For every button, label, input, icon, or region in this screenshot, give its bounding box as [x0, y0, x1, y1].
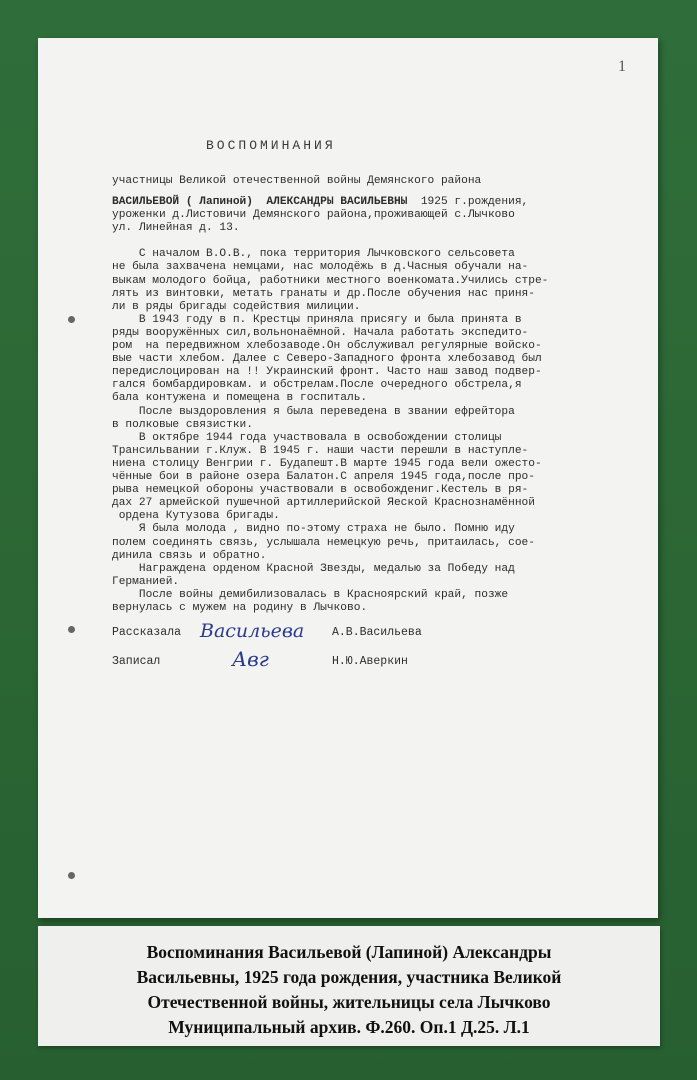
body-line: ул. Линейная д. 13.: [112, 222, 240, 235]
body-line: Германией.: [112, 575, 180, 588]
body-line: вые части хлебом. Далее с Северо-Западного фронта хлебозавод был: [112, 353, 542, 366]
body-line: Награждена орденом Красной Звезды, медалью за Победу над: [112, 562, 515, 575]
name-bold: ВАСИЛЬЕВОЙ ( Лапиной) АЛЕКСАНДРЫ ВАСИЛЬЕВНЫ: [112, 196, 408, 208]
signature-name: А.В.Васильева: [332, 626, 422, 639]
body-line: дах 27 армейской пушечной артиллерийской Яеской Краснознамённой: [112, 497, 535, 510]
caption-line: Отечественной войны, жительницы села Лычково: [147, 992, 551, 1012]
handwritten-signature: Авг: [232, 647, 269, 671]
caption-label: [38, 926, 660, 1046]
caption-line: Васильевны, 1925 года рождения, участника Великой: [136, 967, 562, 987]
punch-hole: [68, 626, 75, 633]
caption-line: Воспоминания Васильевой (Лапиной) Александры: [146, 942, 552, 962]
document-subtitle: участницы Великой отечественной войны Демянского района: [112, 175, 482, 187]
body-line: вернулась с мужем на родину в Лычково.: [112, 602, 368, 614]
page-number: 1: [618, 58, 626, 75]
body-line: ордена Кутузова бригады.: [112, 510, 280, 523]
body-line: полем соединять связь, услышала немецкую речь, притаилась, сое-: [112, 536, 535, 549]
signature-name: Н.Ю.Аверкин: [332, 655, 408, 668]
document-title: ВОСПОМИНАНИЯ: [206, 138, 336, 153]
punch-hole: [68, 872, 75, 879]
body-line: динила связь и обратно.: [112, 549, 267, 562]
body-line: лять из винтовки, метать гранаты и др.После обучения нас приня-: [112, 287, 535, 300]
body-line: После войны демибилизовалась в Красноярский край, позже: [112, 588, 509, 601]
signature-label: Записал: [112, 655, 161, 668]
body-line: не была захвачена немцами, нас молодёжь в д.Часныя обучали на-: [112, 261, 529, 274]
body-line: С началом В.О.В., пока территория Лычковского сельсовета: [112, 248, 515, 261]
name-rest: 1925 г.рождения,: [407, 196, 529, 208]
body-line: ли в ряды бригады содействия милиции.: [112, 300, 361, 313]
handwritten-signature: Васильева: [200, 620, 305, 642]
body-line: Трансильвании г.Клуж. В 1945 г. наши части перешли в наступле-: [112, 444, 529, 457]
caption-line: Муниципальный архив. Ф.260. Оп.1 Д.25. Л.1: [168, 1017, 530, 1037]
body-line: выкам молодого бойца, работники местного военкомата.Учились стре-: [112, 274, 549, 287]
body-line: чённые бои в районе озера Балатон.С апреля 1945 года,после про-: [112, 471, 535, 483]
document-sheet: [38, 38, 658, 918]
punch-hole: [68, 316, 75, 323]
body-line: гался бомбардировкам. и обстрелам.После очередного обстрела,я: [112, 379, 522, 392]
body-line: уроженки д.Листовичи Демянского района,проживающей с.Лычково: [112, 209, 515, 221]
body-line: рыва немецкой обороны участвовали в освобождениг.Кестель в ря-: [112, 484, 529, 497]
body-line: ром на передвижном хлебозаводе.Он обслуживал регулярные войско-: [112, 340, 542, 352]
body-line: ряды вооружённых сил,вольнонаёмной. Начала работать экспедито-: [112, 326, 529, 339]
name-line: [112, 196, 528, 209]
body-line: передислоцирован на !! Украинский фронт. Часто наш завод подвер-: [112, 366, 542, 379]
body-line: Я была молода , видно по-этому страха не было. Помню иду: [112, 523, 515, 536]
body-line: ниена столицу Венгрии г. Будапешт.В марте 1945 года вели ожесто-: [112, 457, 542, 470]
signature-label: Рассказала: [112, 626, 182, 639]
body-line: В октябре 1944 года участвовала в освобождении столицы: [112, 431, 502, 444]
body-line: В 1943 году в п. Крестцы приняла присягу и была принята в: [112, 313, 522, 326]
body-line: После выздоровления я была переведена в звании ефрейтора: [112, 405, 515, 418]
body-line: бала контужена и помещена в госпиталь.: [112, 392, 368, 405]
body-line: в полковые связистки.: [112, 418, 253, 431]
